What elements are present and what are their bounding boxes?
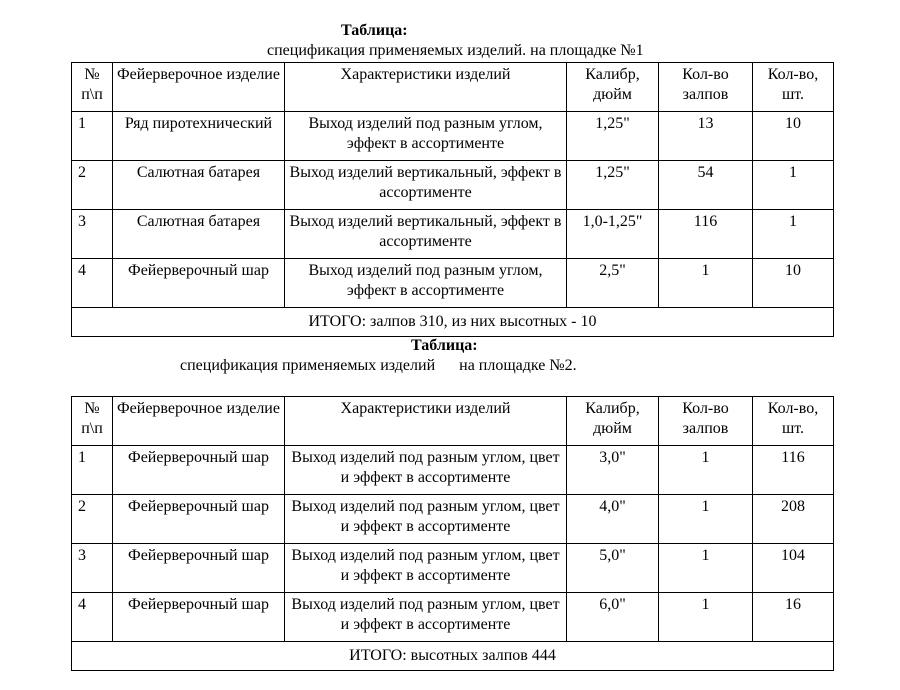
cell-caliber: 1,25" <box>567 112 659 161</box>
cell-count: 1 <box>753 210 834 259</box>
cell-name: Салютная батарея <box>113 161 285 210</box>
cell-count: 10 <box>753 112 834 161</box>
cell-desc: Выход изделий под разным углом, цвет и эффект в ассортименте <box>285 446 567 495</box>
cell-volleys: 54 <box>659 161 753 210</box>
cell-volleys: 1 <box>659 259 753 308</box>
table-row <box>72 210 834 259</box>
table2-subtitle: спецификация применяемых изделий на площадке №2. <box>180 357 577 374</box>
cell-num: 2 <box>72 161 113 210</box>
total-row <box>72 642 834 671</box>
header-caliber: Калибр, дюйм <box>567 63 659 112</box>
cell-name: Фейерверочный шар <box>113 593 285 642</box>
cell-name: Ряд пиротехнический <box>113 112 285 161</box>
table-row <box>72 161 834 210</box>
cell-volleys: 116 <box>659 210 753 259</box>
cell-desc: Выход изделий под разным углом, цвет и эффект в ассортименте <box>285 593 567 642</box>
cell-num: 3 <box>72 544 113 593</box>
header-desc: Характеристики изделий <box>285 397 567 446</box>
cell-name: Фейерверочный шар <box>113 495 285 544</box>
cell-num: 2 <box>72 495 113 544</box>
cell-count: 10 <box>753 259 834 308</box>
cell-num: 1 <box>72 112 113 161</box>
cell-desc: Выход изделий под разным углом, цвет и эффект в ассортименте <box>285 544 567 593</box>
table-row <box>72 544 834 593</box>
cell-caliber: 1,25" <box>567 161 659 210</box>
cell-count: 1 <box>753 161 834 210</box>
spec-table-2 <box>71 396 834 671</box>
header-volleys: Кол-во залпов <box>659 63 753 112</box>
table1-title: Таблица: <box>341 22 408 39</box>
cell-caliber: 1,0-1,25" <box>567 210 659 259</box>
cell-desc: Выход изделий под разным углом, эффект в ассортименте <box>285 259 567 308</box>
cell-caliber: 2,5" <box>567 259 659 308</box>
cell-desc: Выход изделий под разным углом, цвет и эффект в ассортименте <box>285 495 567 544</box>
table-row <box>72 593 834 642</box>
cell-count: 208 <box>753 495 834 544</box>
cell-name: Фейерверочный шар <box>113 259 285 308</box>
cell-num: 4 <box>72 259 113 308</box>
header-name: Фейерверочное изделие <box>113 63 285 112</box>
header-name: Фейерверочное изделие <box>113 397 285 446</box>
cell-name: Фейерверочный шар <box>113 446 285 495</box>
cell-name: Салютная батарея <box>113 210 285 259</box>
table-row <box>72 446 834 495</box>
header-caliber: Калибр, дюйм <box>567 397 659 446</box>
spec-table-1 <box>71 62 834 337</box>
cell-caliber: 4,0" <box>567 495 659 544</box>
cell-volleys: 1 <box>659 593 753 642</box>
cell-caliber: 3,0" <box>567 446 659 495</box>
cell-volleys: 1 <box>659 495 753 544</box>
table-row <box>72 495 834 544</box>
header-num: № п\п <box>72 397 113 446</box>
header-volleys: Кол-во залпов <box>659 397 753 446</box>
total-cell: ИТОГО: залпов 310, из них высотных - 10 <box>72 308 834 337</box>
cell-desc: Выход изделий под разным углом, эффект в ассортименте <box>285 112 567 161</box>
table-header-row <box>72 63 834 112</box>
cell-num: 1 <box>72 446 113 495</box>
total-cell: ИТОГО: высотных залпов 444 <box>72 642 834 671</box>
table-row <box>72 259 834 308</box>
cell-num: 4 <box>72 593 113 642</box>
table2-title: Таблица: <box>411 337 478 354</box>
cell-volleys: 1 <box>659 544 753 593</box>
total-row <box>72 308 834 337</box>
table-header-row <box>72 397 834 446</box>
cell-caliber: 5,0" <box>567 544 659 593</box>
header-num: № п\п <box>72 63 113 112</box>
cell-count: 116 <box>753 446 834 495</box>
table1-subtitle: спецификация применяемых изделий. на площадке №1 <box>267 42 644 59</box>
header-count: Кол-во, шт. <box>753 63 834 112</box>
cell-name: Фейерверочный шар <box>113 544 285 593</box>
cell-desc: Выход изделий вертикальный, эффект в ассортименте <box>285 210 567 259</box>
cell-caliber: 6,0" <box>567 593 659 642</box>
cell-volleys: 1 <box>659 446 753 495</box>
table-row <box>72 112 834 161</box>
header-desc: Характеристики изделий <box>285 63 567 112</box>
cell-desc: Выход изделий вертикальный, эффект в ассортименте <box>285 161 567 210</box>
cell-count: 104 <box>753 544 834 593</box>
header-count: Кол-во, шт. <box>753 397 834 446</box>
cell-volleys: 13 <box>659 112 753 161</box>
cell-count: 16 <box>753 593 834 642</box>
cell-num: 3 <box>72 210 113 259</box>
